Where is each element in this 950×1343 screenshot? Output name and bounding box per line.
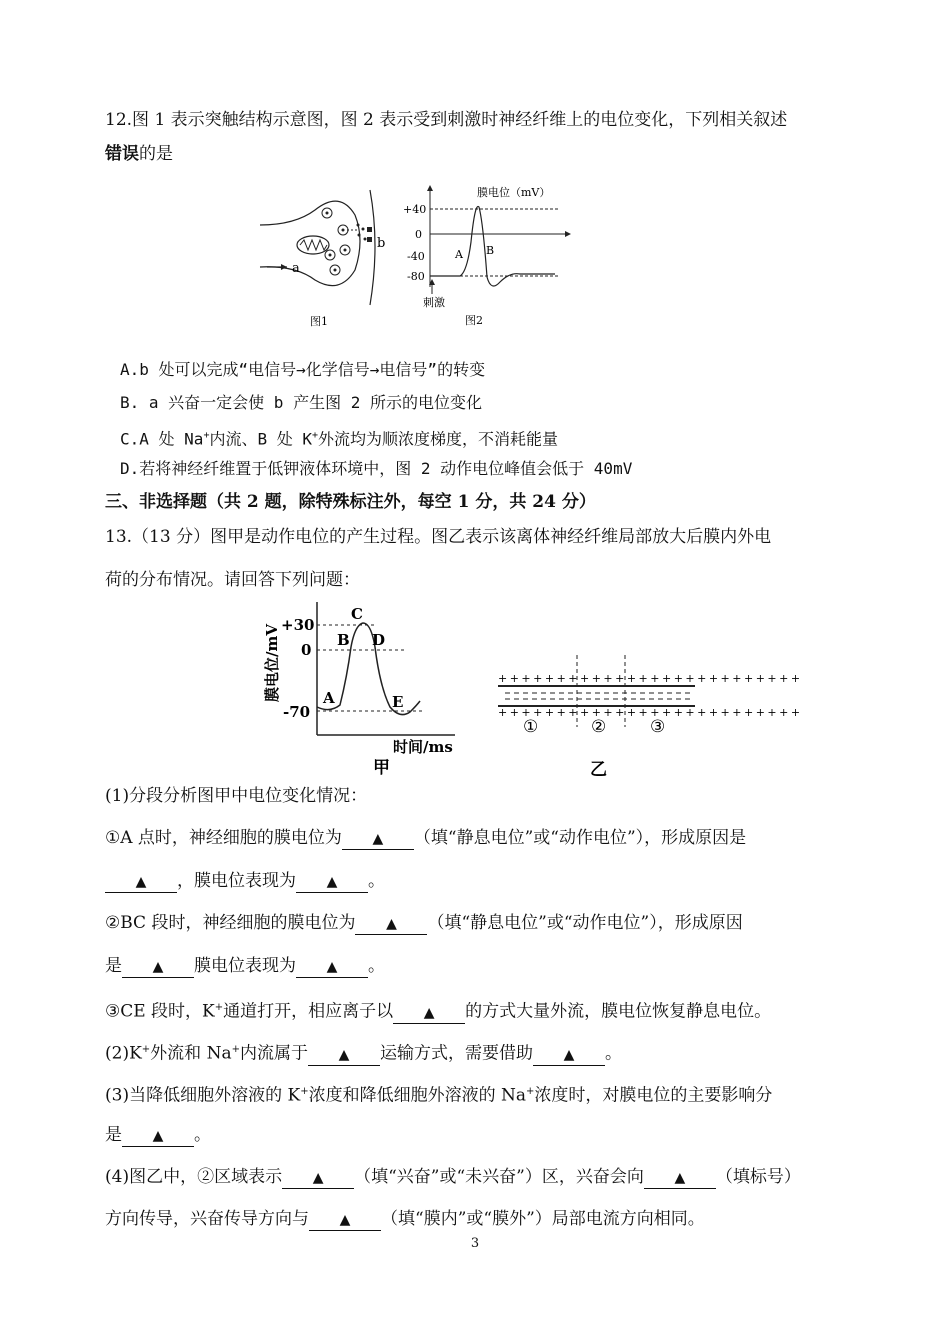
- q13-part1-c-sup: +: [214, 1002, 224, 1013]
- q13-part2-pre: (2)K: [105, 1043, 142, 1064]
- fig2-title: 膜电位（mV）: [477, 186, 551, 199]
- jia-point-A: A: [323, 689, 335, 707]
- q13-part3b-pre: 是: [105, 1125, 122, 1145]
- fig1-caption: 图1: [310, 315, 328, 328]
- q13-part3b-end: 。: [194, 1125, 211, 1145]
- q13-part1-a2: [105, 869, 385, 893]
- q13-part1-b: [105, 911, 743, 935]
- q12-option-c: [120, 424, 558, 451]
- q13-part1-b2-end: 。: [368, 956, 385, 976]
- q13-part1-c-mid: 通道打开，相应离子以: [223, 1001, 394, 1022]
- q13-part3-end: 浓度时，对膜电位的主要影响分: [534, 1085, 773, 1106]
- q13-part4-end: （填标号）: [715, 1167, 801, 1187]
- answer-blank[interactable]: [296, 956, 368, 978]
- q13-intro2: 荷的分布情况。请回答下列问题：: [105, 570, 360, 590]
- q13-part2-end: 。: [604, 1043, 622, 1064]
- answer-blank[interactable]: [105, 871, 177, 893]
- answer-blank[interactable]: [342, 828, 414, 850]
- fig2-label-B: B: [486, 244, 495, 257]
- q13-part1-b2-pre: 是: [105, 956, 122, 976]
- q13-part1-c-pre: ③CE 段时，K: [105, 1001, 215, 1022]
- q12-option-c-pre: C.A 处 Na: [120, 429, 204, 449]
- answer-blank[interactable]: [309, 1209, 381, 1231]
- q13-part1-a2-mid: ，膜电位表现为: [177, 871, 296, 891]
- fig2-stimulus: 刺激: [423, 296, 445, 309]
- jia-ylabel: 膜电位/mV: [263, 624, 281, 702]
- answer-blank[interactable]: [122, 1125, 194, 1147]
- blank-mark-icon: ▲: [326, 874, 338, 890]
- q13-part1-c-end: 的方式大量外流，膜电位恢复静息电位。: [465, 1001, 772, 1022]
- q13-intro1: 13.（13 分）图甲是动作电位的产生过程。图乙表示该离体神经纤维局部放大后膜内外电: [105, 527, 772, 547]
- synapse-figure: [255, 185, 405, 335]
- svg-text:+ + + + + + + + + + + + + + +: + + + + + + + + + + + + + + + + + + + + + + + + + +: [498, 706, 800, 719]
- jia-tick-m70: -70: [283, 703, 311, 721]
- q12-stem-rest: 的是: [139, 144, 173, 164]
- q13-part1-title: (1)分段分析图甲中电位变化情况：: [105, 786, 368, 806]
- q13-part3-sup2: +: [526, 1086, 535, 1097]
- q13-part1-b-pre: ②BC 段时，神经细胞的膜电位为: [105, 913, 356, 933]
- blank-mark-icon: ▲: [372, 831, 384, 847]
- q12-option-c-post: 外流均为顺浓度梯度，不消耗能量: [318, 429, 559, 449]
- nerve-fiber-figure-yi: [495, 655, 800, 780]
- q13-part1-b-mid: （填“静息电位”或“动作电位”），形成原因: [427, 913, 743, 933]
- q13-part1-a-pre: ①A 点时，神经细胞的膜电位为: [105, 828, 342, 848]
- answer-blank[interactable]: [308, 1044, 380, 1066]
- fig2-caption: 图2: [465, 314, 483, 327]
- answer-blank[interactable]: [393, 1002, 465, 1024]
- jia-tick-0: 0: [301, 641, 312, 659]
- jia-point-D: D: [372, 631, 386, 649]
- q12-stem-line1: 12.图 1 表示突触结构示意图，图 2 表示受到刺激时神经纤维上的电位变化，下列相关叙述: [105, 110, 788, 130]
- blank-mark-icon: ▲: [338, 1046, 350, 1063]
- answer-blank[interactable]: [355, 913, 427, 935]
- q13-part4b-end: （填“膜内”或“膜外”）局部电流方向相同。: [381, 1209, 705, 1229]
- q12-stem-bold: 错误: [105, 144, 139, 164]
- answer-blank[interactable]: [644, 1167, 716, 1189]
- q13-part2-sup2: +: [231, 1044, 240, 1055]
- q13-part3: [105, 1080, 772, 1108]
- q13-part2-mid3: 运输方式，需要借助: [379, 1043, 533, 1064]
- svg-text:+ + + + + + + + + + + + + + +: + + + + + + + + + + + + + + + + + + + + + + + + + +: [498, 672, 800, 685]
- jia-caption: 甲: [373, 758, 390, 778]
- q12-option-a: A.b 处可以完成“电信号→化学信号→电信号”的转变: [120, 360, 486, 379]
- fig2-tick-m80: -80: [407, 270, 425, 283]
- jia-point-B: B: [337, 631, 350, 649]
- q13-part4-mid1: （填“兴奋”或“未兴奋”）区，兴奋会向: [354, 1167, 644, 1187]
- q13-part1-a: [105, 826, 746, 850]
- fig2-tick-m40: -40: [407, 250, 425, 263]
- yi-region-1: ①: [523, 717, 539, 737]
- q13-part1-a2-end: 。: [368, 871, 385, 891]
- q13-part2-sup1: +: [141, 1044, 151, 1055]
- answer-blank[interactable]: [533, 1044, 605, 1066]
- q13-part3-sup1: +: [300, 1086, 309, 1097]
- jia-tick-p30: +30: [281, 616, 315, 634]
- section3-heading: 三、非选择题（共 2 题，除特殊标注外，每空 1 分，共 24 分）: [105, 492, 596, 512]
- jia-point-E: E: [392, 693, 404, 711]
- blank-mark-icon: ▲: [312, 1170, 324, 1186]
- jia-xlabel: 时间/ms: [393, 738, 453, 756]
- q13-part4: [105, 1165, 801, 1189]
- q12-option-c-sup1: +: [203, 430, 210, 441]
- answer-blank[interactable]: [122, 956, 194, 978]
- page-number: 3: [470, 1236, 480, 1251]
- fig2-tick-0: 0: [415, 228, 422, 241]
- q12-option-d: D.若将神经纤维置于低钾液体环境中，图 2 动作电位峰值会低于 40mV: [120, 459, 633, 478]
- q13-part4b-pre: 方向传导，兴奋传导方向与: [105, 1209, 309, 1229]
- q13-part3-pre: (3)当降低细胞外溶液的 K: [105, 1085, 301, 1106]
- q13-part1-c: [105, 996, 771, 1024]
- yi-caption: 乙: [590, 760, 607, 780]
- q12-option-c-mid: 内流、B 处 K: [209, 429, 313, 449]
- blank-mark-icon: ▲: [135, 874, 147, 890]
- q12-stem-line2: [105, 142, 173, 166]
- blank-mark-icon: ▲: [423, 1004, 435, 1021]
- potential-figure-2: [395, 182, 585, 332]
- q13-part3b: [105, 1123, 211, 1147]
- yi-region-2: ②: [591, 717, 607, 737]
- blank-mark-icon: ▲: [152, 1128, 164, 1144]
- yi-region-3: ③: [650, 717, 666, 737]
- answer-blank[interactable]: [282, 1167, 354, 1189]
- q12-option-c-sup2: +: [312, 430, 319, 441]
- q13-part1-b2-mid: 膜电位表现为: [194, 956, 296, 976]
- action-potential-figure-jia: [255, 597, 475, 777]
- blank-mark-icon: ▲: [563, 1046, 575, 1063]
- blank-mark-icon: ▲: [674, 1170, 686, 1186]
- fig1-label-a: a: [292, 261, 300, 276]
- blank-mark-icon: ▲: [339, 1212, 351, 1228]
- blank-mark-icon: ▲: [152, 959, 164, 975]
- q12-option-b: B. a 兴奋一定会使 b 产生图 2 所示的电位变化: [120, 393, 482, 412]
- q13-part1-a-mid: （填“静息电位”或“动作电位”），形成原因是: [413, 828, 747, 848]
- blank-mark-icon: ▲: [386, 916, 397, 932]
- q13-part4b: [105, 1207, 705, 1231]
- jia-point-C: C: [351, 605, 363, 623]
- answer-blank[interactable]: [296, 871, 368, 893]
- fig2-label-A: A: [455, 248, 463, 261]
- blank-mark-icon: ▲: [326, 959, 338, 975]
- fig2-tick-p40: +40: [403, 203, 427, 216]
- q13-part2-mid1: 外流和 Na: [150, 1043, 232, 1064]
- q13-part4-pre: (4)图乙中，②区域表示: [105, 1167, 283, 1187]
- q13-part1-b2: [105, 954, 385, 978]
- q13-part2: [105, 1038, 622, 1066]
- q13-part3-mid: 浓度和降低细胞外溶液的 Na: [308, 1085, 526, 1106]
- q13-part2-mid2: 内流属于: [239, 1043, 308, 1064]
- fig1-label-b: b: [377, 236, 386, 251]
